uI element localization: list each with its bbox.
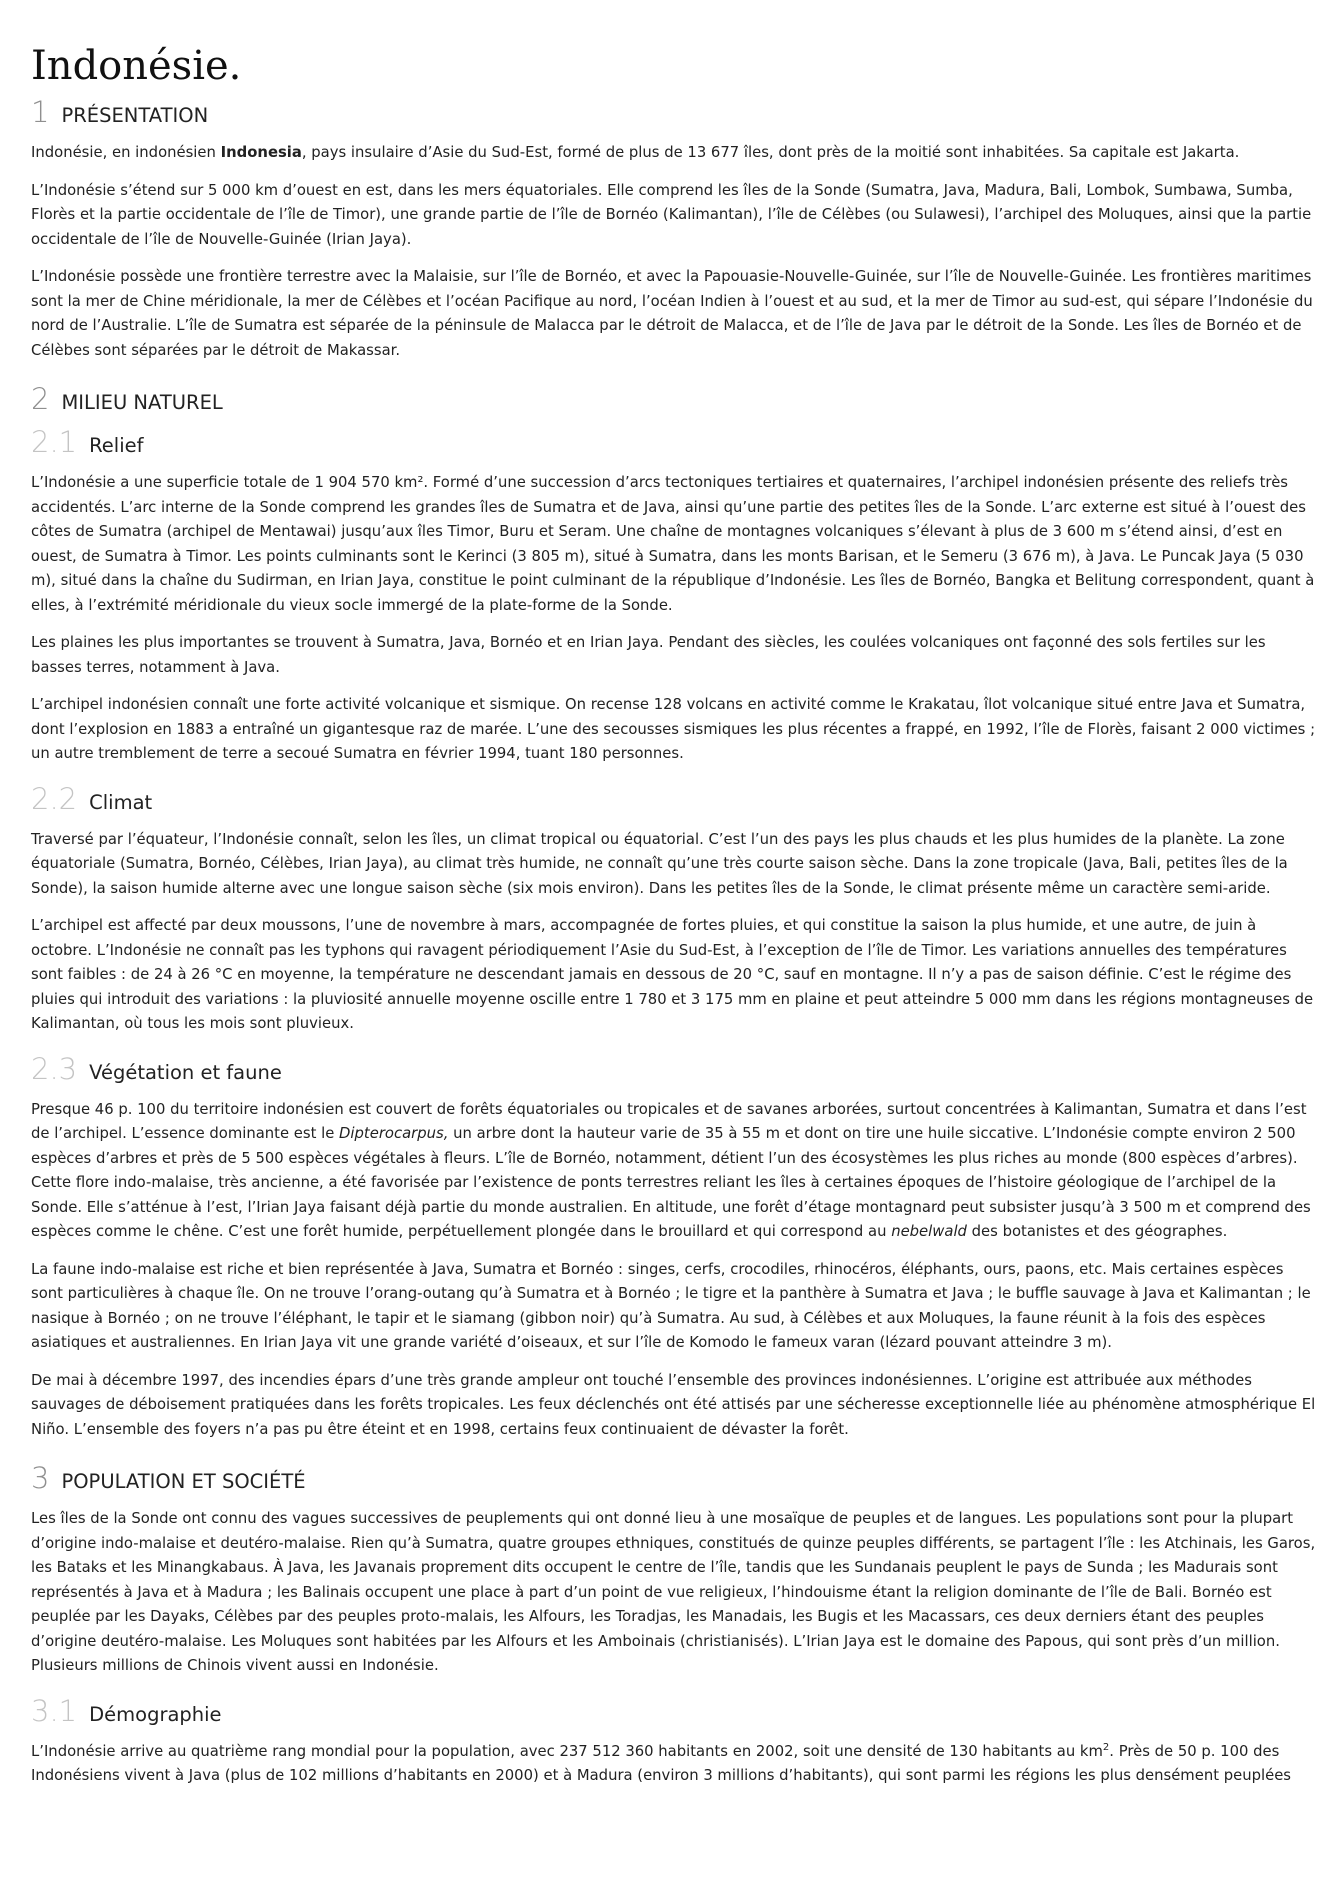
paragraph (31, 1098, 1316, 1245)
paragraph: L’archipel indonésien connaît une forte activité volcanique et sismique. On recense 128 volcans en activité comme le Krakatau, îlot volcanique situé entre Java et Sumatra, dont l’explosion en 1883 a entraîné un gigantesque raz de marée. L’une des secousses sismiques les plus récentes a frappé, en 1992, l’île de Florès, faisant 2 000 victimes ; un autre tremblement de terre a secoué Sumatra en février 1994, tuant 180 personnes. (31, 696, 1316, 762)
text-run: L’Indonésie arrive au quatrième rang mondial pour la population, avec 237 512 360 habitants en 2002, soit une densité de 130 habitants au km (31, 1742, 1103, 1760)
text-run: Indonésie, en indonésien (31, 144, 221, 161)
subsection-title: Démographie (89, 1702, 222, 1726)
section-heading-population-societe (31, 1461, 1316, 1495)
subsection-number: 2.3 (31, 1051, 78, 1086)
subsection-heading-relief (31, 425, 1316, 459)
paragraph (31, 1740, 1316, 1789)
paragraph: L’archipel est affecté par deux moussons, l’une de novembre à mars, accompagnée de fortes pluies, et qui constitue la saison la plus humide, et une autre, de juin à octobre. L’Indonésie ne connaît pas les typhons qui ravagent périodiquement l’Asie du Sud-Est, à l’exception de l’île de Timor. Les variations annuelles des températures sont faibles : de 24 à 26 °C en moyenne, la température ne descendant jamais en dessous de 20 °C, sauf en montagne. Il n’y a pas de saison définie. C’est le régime des pluies qui introduit des variations : la pluviosité annuelle moyenne oscille entre 1 780 et 3 175 mm en plaine et peut atteindre 5 000 mm dans les régions montagneuses de Kalimantan, où tous les mois sont pluvieux. (31, 917, 1314, 1032)
paragraph: Les plaines les plus importantes se trouvent à Sumatra, Java, Bornéo et en Irian Jaya. Pendant des siècles, les coulées volcaniques ont façonné des sols fertiles sur les basses terres, notamment à Java. (31, 634, 1266, 676)
section-heading-milieu-naturel (31, 382, 1316, 416)
section-title: PRÉSENTATION (61, 104, 209, 127)
section-title: POPULATION ET SOCIÉTÉ (61, 1470, 306, 1493)
paragraph: L’Indonésie a une superficie totale de 1 904 570 km². Formé d’une succession d’arcs tectoniques tertiaires et quaternaires, l’archipel indonésien présente des reliefs très accidentés. L’arc interne de la Sonde comprend les grandes îles de Sumatra et de Java, ainsi qu’une partie des petites îles de la Sonde. L’arc externe est situé à l’ouest des côtes de Sumatra (archipel de Mentawai) jusqu’aux îles Timor, Buru et Seram. Une chaîne de montagnes volcaniques s’élevant à plus de 3 600 m s’étend ainsi, d’est en ouest, de Sumatra à Timor. Les points culminants sont le Kerinci (3 805 m), situé à Sumatra, dans les monts Barisan, et le Semeru (3 676 m), à Java. Le Puncak Jaya (5 030 m), situé dans la chaîne du Sudirman, en Irian Jaya, constitue le point culminant de la république d’Indonésie. Les îles de Bornéo, Bangka et Belitung correspondent, quant à elles, à l’extrémité méridionale du vieux socle immergé de la plate-forme de la Sonde. (31, 474, 1315, 614)
subsection-heading-climat (31, 781, 1316, 816)
section-number: 3 (31, 1461, 50, 1495)
text-run: un arbre dont la hauteur varie de 35 à 55 m et dont on tire une huile siccative. L’Indonésie compte environ 2 500 espèces d’arbres et près de 5 500 espèces végétales à fleurs. L’île de Bornéo, notamment, détient l’un des écosystèmes les plus riches au monde (800 espèces d’arbres). Cette flore indo-malaise, très ancienne, a été favorisée par l’existence de ponts terrestres reliant les îles à certaines époques de l’histoire géologique de l’archipel de la Sonde. Elle s’atténue à l’est, l’Irian Jaya faisant déjà partie du monde australien. En altitude, une forêt d’étage montagnard peut subsister jusqu’à 3 500 m et comprend des espèces comme le chêne. C’est une forêt humide, perpétuellement plongée dans le brouillard et qui correspond au (31, 1125, 1311, 1240)
text-run: , pays insulaire d’Asie du Sud-Est, formé de plus de 13 677 îles, dont près de la moitié sont inhabitées. Sa capitale est Jakarta. (301, 144, 1240, 161)
italic-term: nebelwald (891, 1223, 967, 1240)
section-number: 2 (31, 382, 50, 416)
section-title: MILIEU NATUREL (61, 391, 223, 414)
paragraph: Traversé par l’équateur, l’Indonésie connaît, selon les îles, un climat tropical ou équatorial. C’est l’un des pays les plus chauds et les plus humides de la planète. La zone équatoriale (Sumatra, Bornéo, Célèbes, Irian Jaya), au climat très humide, ne connaît qu’une très courte saison sèche. Dans la zone tropicale (Java, Bali, petites îles de la Sonde), la saison humide alterne avec une longue saison sèche (six mois environ). Dans les petites îles de la Sonde, le climat présente même un caractère semi-aride. (31, 830, 1288, 897)
section-heading-presentation (31, 95, 1316, 129)
subsection-number: 2.2 (31, 781, 78, 816)
paragraph: La faune indo-malaise est riche et bien représentée à Java, Sumatra et Bornéo : singes, cerfs, crocodiles, rhinocéros, éléphants, ours, paons, etc. Mais certaines espèces sont particulières à chaque île. On ne trouve l’orang-outang qu’à Sumatra et à Bornéo ; le tigre et la panthère à Sumatra et Java ; le buffle sauvage à Java et Kalimantan ; le nasique à Bornéo ; on ne trouve l’éléphant, le tapir et le siamang (gibbon noir) qu’à Sumatra. Au sud, à Célèbes et aux Moluques, la faune réunit à la fois des espèces asiatiques et australiennes. En Irian Jaya vit une grande variété d’oiseaux, et sur l’île de Komodo le fameux varan (lézard pouvant atteindre 3 m). (31, 1260, 1311, 1351)
subsection-number: 2.1 (31, 425, 78, 459)
subsection-title: Végétation et faune (89, 1060, 282, 1084)
superscript: 2 (1102, 1741, 1110, 1753)
italic-term: Dipterocarpus, (339, 1125, 449, 1142)
paragraph: L’Indonésie possède une frontière terrestre avec la Malaisie, sur l’île de Bornéo, et avec la Papouasie-Nouvelle-Guinée, sur l’île de Nouvelle-Guinée. Les frontières maritimes sont la mer de Chine méridionale, la mer de Célèbes et l’océan Pacifique au nord, l’océan Indien à l’ouest et au sud, et la mer de Timor au sud-est, qui sépare l’Indonésie du nord de l’Australie. L’île de Sumatra est séparée de la péninsule de Malacca par le détroit de Malacca, et de l’île de Java par le détroit de la Sonde. Les îles de Bornéo et de Célèbes sont séparées par le détroit de Makassar. (31, 268, 1313, 359)
section-number: 1 (31, 95, 50, 129)
paragraph: L’Indonésie s’étend sur 5 000 km d’ouest en est, dans les mers équatoriales. Elle comprend les îles de la Sonde (Sumatra, Java, Madura, Bali, Lombok, Sumbawa, Sumba, Florès et la partie occidentale de l’île de Timor), une grande partie de l’île de Bornéo (Kalimantan), l’île de Célèbes (ou Sulawesi), l’archipel des Moluques, ainsi que la partie occidentale de l’île de Nouvelle-Guinée (Irian Jaya). (31, 181, 1312, 248)
text-run: . Près de 50 p. 100 des Indonésiens vivent à Java (plus de 102 millions d’habitants en 2000) et à Madura (environ 3 millions d’habitants), qui sont parmi les régions les plus densément peuplées (31, 1742, 1292, 1784)
page-title: Indonésie. (31, 43, 242, 89)
text-run: Presque 46 p. 100 du territoire indonésien est couvert de forêts équatoriales ou tropicales et de savanes arborées, surtout concentrées à Kalimantan, Sumatra et dans l’est de l’archipel. L’essence dominante est le (31, 1100, 1307, 1142)
text-run: des botanistes et des géographes. (966, 1223, 1228, 1240)
bold-term: Indonesia (220, 144, 302, 161)
subsection-heading-vegetation-faune (31, 1051, 1316, 1086)
subsection-number: 3.1 (31, 1693, 78, 1728)
subsection-title: Relief (89, 434, 144, 457)
paragraph: Les îles de la Sonde ont connu des vagues successives de peuplements qui ont donné lieu à une mosaïque de peuples et de langues. Les populations sont pour la plupart d’origine indo-malaise et deutéro-malaise. Rien qu’à Sumatra, quatre groupes ethniques, constitués de quinze peuples différents, se partagent l’île : les Atchinais, les Garos, les Bataks et les Minangkabaus. À Java, les Javanais proprement dits occupent le centre de l’île, tandis que les Sundanais peuplent le pays de Sunda ; les Madurais sont représentés à Java et à Madura ; les Balinais occupent une place à part d’un point de vue religieux, l’hindouisme étant la religion dominante de l’île de Bali. Bornéo est peuplée par les Dayaks, Célèbes par des peuples proto-malais, les Alfours, les Toradjas, les Manadais, les Bugis et les Macassars, ces deux derniers étant des peuples d’origine deutéro-malaise. Les Moluques sont habitées par les Alfours et les Amboinais (christianisés). L’Irian Jaya est le domaine des Papous, qui sont près d’un million. Plusieurs millions de Chinois vivent aussi en Indonésie. (31, 1510, 1316, 1674)
paragraph: De mai à décembre 1997, des incendies épars d’une très grande ampleur ont touché l’ensemble des provinces indonésiennes. L’origine est attribuée aux méthodes sauvages de déboisement pratiquées dans les forêts tropicales. Les feux déclenchés ont été attisés par une sécheresse exceptionnelle liée au phénomène atmosphérique El Niño. L’ensemble des foyers n’a pas pu être éteint et en 1998, certains feux continuaient de dévaster la forêt. (31, 1371, 1316, 1438)
paragraph (31, 141, 1316, 166)
subsection-heading-demographie (31, 1693, 1316, 1728)
subsection-title: Climat (89, 790, 153, 814)
